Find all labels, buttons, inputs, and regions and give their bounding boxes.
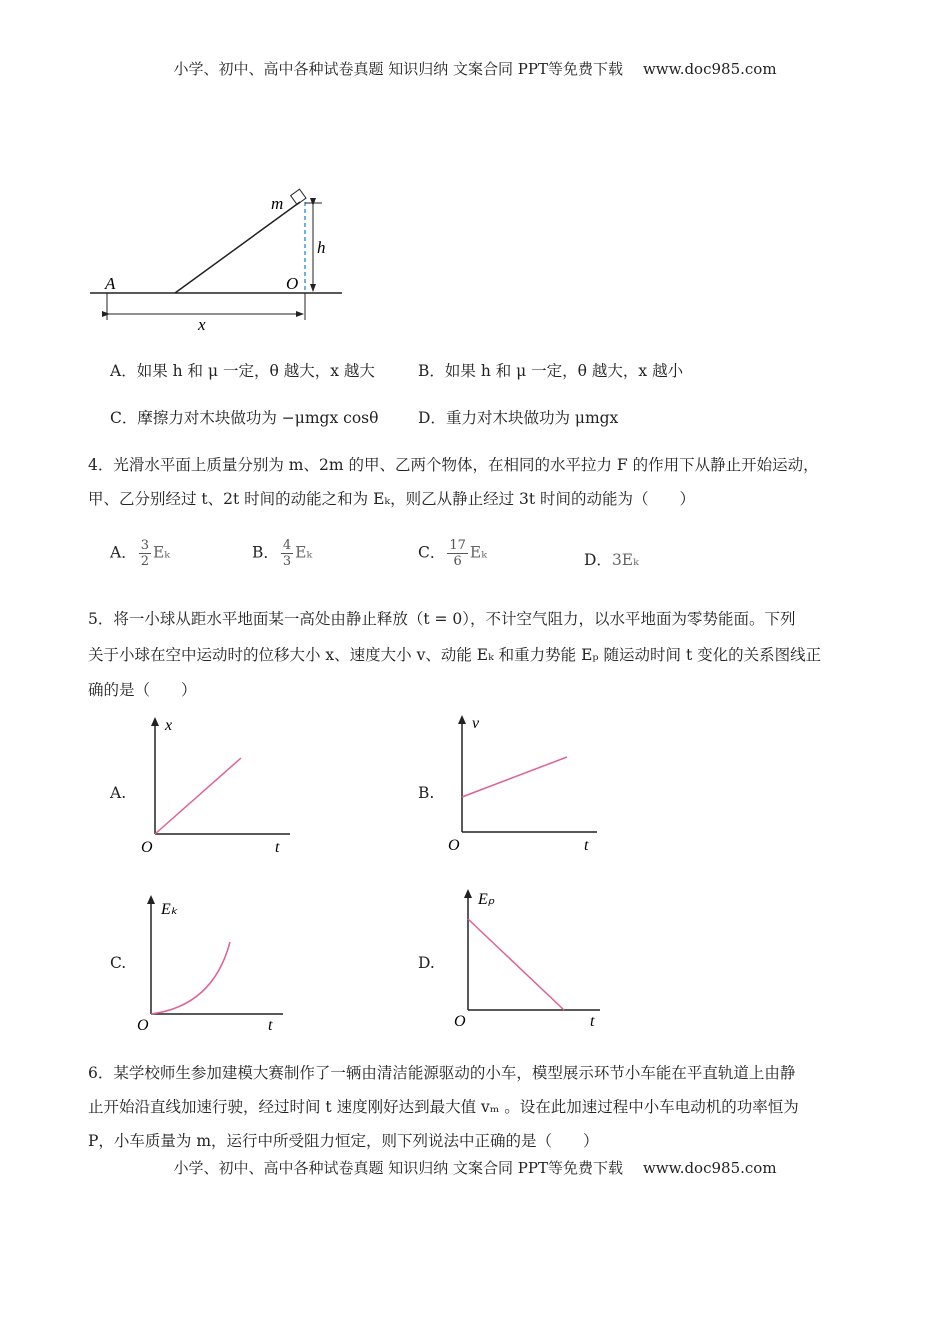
label-h: h bbox=[317, 238, 326, 257]
graph-d-line bbox=[468, 919, 564, 1010]
header-text: 小学、初中、高中各种试卷真题 知识归纳 文案合同 PPT等免费下载 bbox=[173, 60, 623, 78]
q5-option-a[interactable]: A. bbox=[110, 784, 127, 802]
label-O: O bbox=[286, 274, 299, 293]
q6-stem-line3: P，小车质量为 m，运行中所受阻力恒定，则下列说法中正确的是（ ） bbox=[88, 1132, 599, 1150]
svg-text:O: O bbox=[141, 839, 153, 856]
graph-b-line bbox=[462, 757, 567, 797]
svg-text:t: t bbox=[590, 1013, 595, 1029]
footer-site-link[interactable]: www.doc985.com bbox=[642, 1159, 777, 1177]
label-m: m bbox=[271, 194, 284, 213]
q3-option-d[interactable]: D．重力对木块做功为 μmgx bbox=[418, 409, 619, 427]
graph-c-ek-vs-t bbox=[133, 890, 293, 1035]
footer-text: 小学、初中、高中各种试卷真题 知识归纳 文案合同 PPT等免费下载 bbox=[173, 1159, 623, 1177]
svg-text:O: O bbox=[454, 1013, 466, 1029]
q5-option-b[interactable]: B. bbox=[418, 784, 435, 802]
header-site-link[interactable]: www.doc985.com bbox=[642, 60, 777, 78]
label-x: x bbox=[198, 315, 206, 334]
graph-a-x-vs-t bbox=[135, 712, 295, 857]
incline-line bbox=[175, 202, 300, 293]
page-header bbox=[0, 58, 950, 79]
graph-a-line bbox=[155, 758, 241, 834]
svg-text:Eₚ: Eₚ bbox=[478, 891, 495, 908]
q4-stem-line1: 4．光滑水平面上质量分别为 m、2m 的甲、乙两个物体，在相同的水平拉力 F 的作用下从静止开始运动， bbox=[88, 456, 819, 474]
q5-option-c[interactable]: C. bbox=[110, 954, 127, 972]
q4-option-d[interactable]: D．3Eₖ bbox=[584, 551, 639, 569]
svg-text:O: O bbox=[448, 837, 460, 854]
q6-stem-line1: 6．某学校师生参加建模大赛制作了一辆由清洁能源驱动的小车，模型展示环节小车能在平直轨道上由静 bbox=[88, 1064, 796, 1082]
q5-option-d[interactable]: D. bbox=[418, 954, 435, 972]
svg-text:O: O bbox=[137, 1017, 149, 1034]
incline-diagram bbox=[85, 185, 350, 335]
q5-stem-line2: 关于小球在空中运动时的位移大小 x、速度大小 v、动能 Eₖ 和重力势能 Eₚ 随运动时间 t 变化的关系图线正 bbox=[88, 646, 822, 664]
svg-text:v: v bbox=[472, 715, 480, 732]
svg-text:t: t bbox=[584, 837, 589, 854]
q6-stem-line2: 止开始沿直线加速行驶，经过时间 t 速度刚好达到最大值 vₘ 。设在此加速过程中小车电动机的功率恒为 bbox=[88, 1098, 799, 1116]
graph-c-curve bbox=[151, 942, 230, 1014]
q5-stem-line3: 确的是（ ） bbox=[88, 681, 197, 699]
q4-option-a[interactable]: A． $\frac{3}{2}$ Eₖ bbox=[110, 538, 170, 569]
graph-d-ep-vs-t bbox=[448, 884, 608, 1029]
q3-option-b[interactable]: B．如果 h 和 μ 一定，θ 越大，x 越小 bbox=[418, 362, 684, 380]
label-A: A bbox=[105, 274, 116, 293]
q4-option-b[interactable]: B． $\frac{4}{3}$ Eₖ bbox=[252, 538, 313, 569]
svg-text:x: x bbox=[165, 717, 173, 734]
q4-stem-line2: 甲、乙分别经过 t、2t 时间的动能之和为 Eₖ，则乙从静止经过 3t 时间的动能为（ ） bbox=[88, 490, 696, 508]
page-footer bbox=[0, 1157, 950, 1178]
q4-option-c[interactable]: C． $\frac{17}{6}$ Eₖ bbox=[418, 538, 487, 569]
q3-option-a[interactable]: A．如果 h 和 μ 一定，θ 越大，x 越大 bbox=[110, 362, 375, 380]
q3-option-c[interactable]: C．摩擦力对木块做功为 −μmgx cosθ bbox=[110, 409, 379, 427]
graph-b-v-vs-t bbox=[442, 710, 602, 855]
block bbox=[291, 189, 306, 204]
svg-text:t: t bbox=[268, 1017, 273, 1034]
svg-text:t: t bbox=[275, 839, 280, 856]
q5-stem-line1: 5．将一小球从距水平地面某一高处由静止释放（t = 0），不计空气阻力，以水平地面为零势能面。下列 bbox=[88, 610, 796, 628]
svg-text:Eₖ: Eₖ bbox=[161, 901, 178, 918]
